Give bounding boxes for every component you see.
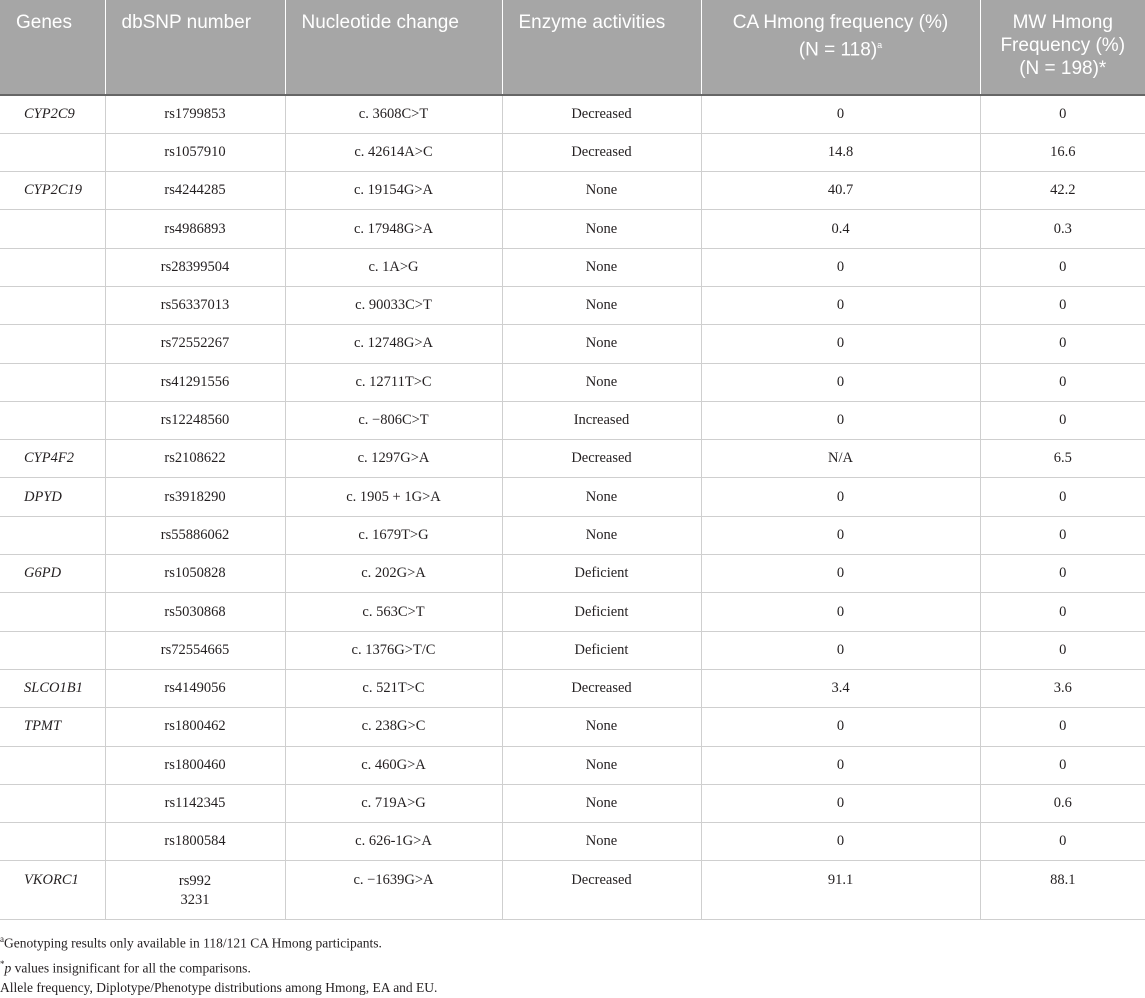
ca-frequency-cell: 0 <box>701 363 980 401</box>
enzyme-cell: Decreased <box>502 669 701 707</box>
dbsnp-cell: rs1142345 <box>105 784 285 822</box>
nucleotide-cell: c. 202G>A <box>285 555 502 593</box>
enzyme-cell: None <box>502 708 701 746</box>
table-row <box>0 401 1145 439</box>
header-mw-line1: MW Hmong <box>1012 12 1113 33</box>
mw-frequency-cell: 0 <box>980 478 1145 516</box>
table-row <box>0 555 1145 593</box>
ca-frequency-cell: 0 <box>701 784 980 822</box>
note-star-p: p <box>4 960 12 975</box>
header-ca-line1: CA Hmong frequency (%) <box>732 12 949 33</box>
table-row <box>0 784 1145 822</box>
gene-cell <box>0 363 105 401</box>
dbsnp-cell: rs3918290 <box>105 478 285 516</box>
nucleotide-cell: c. 19154G>A <box>285 172 502 210</box>
ca-frequency-cell: 0 <box>701 286 980 324</box>
dbsnp-cell: rs1800460 <box>105 746 285 784</box>
dbsnp-cell: rs1799853 <box>105 95 285 133</box>
header-genes: Genes <box>0 0 105 95</box>
note-star-text: values insignificant for all the comparisons. <box>11 960 251 975</box>
note-a-mark: a <box>0 934 4 944</box>
table-row <box>0 133 1145 171</box>
header-dbsnp: dbSNP number <box>105 0 285 95</box>
table-header <box>0 0 1145 95</box>
table-notes <box>0 929 437 998</box>
nucleotide-cell: c. −1639G>A <box>285 861 502 920</box>
enzyme-cell: Decreased <box>502 440 701 478</box>
mw-frequency-cell: 0 <box>980 823 1145 861</box>
gene-cell <box>0 286 105 324</box>
table-row <box>0 172 1145 210</box>
nucleotide-cell: c. 521T>C <box>285 669 502 707</box>
dbsnp-cell: rs4986893 <box>105 210 285 248</box>
note-caption: Allele frequency, Diplotype/Phenotype distributions among Hmong, EA and EU. <box>0 980 438 995</box>
enzyme-cell: Decreased <box>502 95 701 133</box>
dbsnp-cell: rs5030868 <box>105 593 285 631</box>
table-row <box>0 593 1145 631</box>
enzyme-cell: None <box>502 784 701 822</box>
dbsnp-cell: rs72554665 <box>105 631 285 669</box>
gene-cell <box>0 516 105 554</box>
nucleotide-cell: c. 1679T>G <box>285 516 502 554</box>
enzyme-cell: None <box>502 823 701 861</box>
enzyme-cell: None <box>502 248 701 286</box>
dbsnp-cell: rs992 3231 <box>105 861 285 920</box>
dbsnp-cell: rs1057910 <box>105 133 285 171</box>
ca-frequency-cell: N/A <box>701 440 980 478</box>
mw-frequency-cell: 0.6 <box>980 784 1145 822</box>
gene-cell <box>0 210 105 248</box>
ca-frequency-cell: 0 <box>701 631 980 669</box>
enzyme-cell: None <box>502 516 701 554</box>
enzyme-cell: None <box>502 172 701 210</box>
header-ca-footnote-mark: a <box>877 40 883 50</box>
mw-frequency-cell: 0 <box>980 363 1145 401</box>
enzyme-cell: Deficient <box>502 593 701 631</box>
table-row <box>0 440 1145 478</box>
header-ca-line2: (N = 118) <box>798 39 878 61</box>
enzyme-cell: Increased <box>502 401 701 439</box>
ca-frequency-cell: 0 <box>701 248 980 286</box>
gene-cell: CYP4F2 <box>0 440 105 478</box>
gene-cell <box>0 248 105 286</box>
enzyme-cell: None <box>502 210 701 248</box>
mw-frequency-cell: 0 <box>980 516 1145 554</box>
ca-frequency-cell: 0 <box>701 823 980 861</box>
gene-cell <box>0 823 105 861</box>
gene-cell: CYP2C19 <box>0 172 105 210</box>
dbsnp-cell: rs4244285 <box>105 172 285 210</box>
ca-frequency-cell: 0 <box>701 516 980 554</box>
nucleotide-cell: c. 42614A>C <box>285 133 502 171</box>
gene-cell: VKORC1 <box>0 861 105 920</box>
gene-cell <box>0 401 105 439</box>
nucleotide-cell: c. −806C>T <box>285 401 502 439</box>
header-enzyme-activities: Enzyme activities <box>502 0 701 95</box>
nucleotide-cell: c. 626-1G>A <box>285 823 502 861</box>
ca-frequency-cell: 3.4 <box>701 669 980 707</box>
note-a <box>0 929 437 954</box>
nucleotide-cell: c. 1376G>T/C <box>285 631 502 669</box>
gene-cell <box>0 746 105 784</box>
nucleotide-cell: c. 719A>G <box>285 784 502 822</box>
nucleotide-cell: c. 12711T>C <box>285 363 502 401</box>
mw-frequency-cell: 0 <box>980 631 1145 669</box>
nucleotide-cell: c. 3608C>T <box>285 95 502 133</box>
gene-cell: G6PD <box>0 555 105 593</box>
ca-frequency-cell: 0.4 <box>701 210 980 248</box>
ca-frequency-cell: 0 <box>701 95 980 133</box>
mw-frequency-cell: 0 <box>980 593 1145 631</box>
nucleotide-cell: c. 563C>T <box>285 593 502 631</box>
table-row <box>0 823 1145 861</box>
table-row <box>0 746 1145 784</box>
ca-frequency-cell: 40.7 <box>701 172 980 210</box>
gene-cell <box>0 784 105 822</box>
table-row <box>0 248 1145 286</box>
mw-frequency-cell: 0 <box>980 746 1145 784</box>
mw-frequency-cell: 0 <box>980 95 1145 133</box>
table-row <box>0 286 1145 324</box>
gene-cell <box>0 133 105 171</box>
nucleotide-cell: c. 1297G>A <box>285 440 502 478</box>
dbsnp-cell: rs1800584 <box>105 823 285 861</box>
ca-frequency-cell: 0 <box>701 708 980 746</box>
dbsnp-cell: rs1800462 <box>105 708 285 746</box>
nucleotide-cell: c. 1A>G <box>285 248 502 286</box>
table-row <box>0 95 1145 133</box>
header-mw-hmong-frequency <box>980 0 1145 95</box>
header-nucleotide-change: Nucleotide change <box>285 0 502 95</box>
gene-cell <box>0 631 105 669</box>
gene-cell <box>0 325 105 363</box>
header-mw-line2: Frequency (%) <box>1000 35 1126 56</box>
mw-frequency-cell: 6.5 <box>980 440 1145 478</box>
note-a-text: Genotyping results only available in 118/121 CA Hmong participants. <box>4 935 382 951</box>
ca-frequency-cell: 0 <box>701 746 980 784</box>
ca-frequency-cell: 0 <box>701 325 980 363</box>
nucleotide-cell: c. 238G>C <box>285 708 502 746</box>
nucleotide-cell: c. 17948G>A <box>285 210 502 248</box>
mw-frequency-cell: 16.6 <box>980 133 1145 171</box>
mw-frequency-cell: 0 <box>980 401 1145 439</box>
dbsnp-cell: rs12248560 <box>105 401 285 439</box>
ca-frequency-cell: 0 <box>701 555 980 593</box>
enzyme-cell: Deficient <box>502 631 701 669</box>
header-mw-line3: (N = 198)* <box>1019 58 1107 79</box>
enzyme-cell: Deficient <box>502 555 701 593</box>
enzyme-cell: None <box>502 746 701 784</box>
dbsnp-cell: rs72552267 <box>105 325 285 363</box>
dbsnp-cell: rs55886062 <box>105 516 285 554</box>
mw-frequency-cell: 42.2 <box>980 172 1145 210</box>
note-star <box>0 954 437 979</box>
nucleotide-cell: c. 12748G>A <box>285 325 502 363</box>
enzyme-cell: None <box>502 363 701 401</box>
gene-cell: DPYD <box>0 478 105 516</box>
mw-frequency-cell: 3.6 <box>980 669 1145 707</box>
ca-frequency-cell: 91.1 <box>701 861 980 920</box>
ca-frequency-cell: 0 <box>701 401 980 439</box>
mw-frequency-cell: 0 <box>980 708 1145 746</box>
dbsnp-cell: rs28399504 <box>105 248 285 286</box>
table-row <box>0 325 1145 363</box>
enzyme-cell: None <box>502 286 701 324</box>
nucleotide-cell: c. 460G>A <box>285 746 502 784</box>
table-row <box>0 631 1145 669</box>
note-star-mark: * <box>0 958 5 969</box>
table-row <box>0 708 1145 746</box>
table-body <box>0 95 1145 920</box>
gene-cell: TPMT <box>0 708 105 746</box>
enzyme-cell: None <box>502 325 701 363</box>
table-row <box>0 861 1145 920</box>
table-row <box>0 478 1145 516</box>
dbsnp-cell: rs2108622 <box>105 440 285 478</box>
gene-cell: CYP2C9 <box>0 95 105 133</box>
dbsnp-cell: rs41291556 <box>105 363 285 401</box>
dbsnp-cell: rs1050828 <box>105 555 285 593</box>
mw-frequency-cell: 0.3 <box>980 210 1145 248</box>
mw-frequency-cell: 0 <box>980 248 1145 286</box>
gene-cell <box>0 593 105 631</box>
mw-frequency-cell: 0 <box>980 325 1145 363</box>
gene-cell: SLCO1B1 <box>0 669 105 707</box>
dbsnp-cell: rs56337013 <box>105 286 285 324</box>
dbsnp-cell: rs4149056 <box>105 669 285 707</box>
mw-frequency-cell: 88.1 <box>980 861 1145 920</box>
ca-frequency-cell: 14.8 <box>701 133 980 171</box>
header-ca-hmong-frequency <box>701 0 980 95</box>
ca-frequency-cell: 0 <box>701 593 980 631</box>
table-row <box>0 669 1145 707</box>
enzyme-cell: Decreased <box>502 861 701 920</box>
nucleotide-cell: c. 1905 + 1G>A <box>285 478 502 516</box>
mw-frequency-cell: 0 <box>980 555 1145 593</box>
enzyme-cell: None <box>502 478 701 516</box>
table-row <box>0 210 1145 248</box>
mw-frequency-cell: 0 <box>980 286 1145 324</box>
table-row <box>0 363 1145 401</box>
ca-frequency-cell: 0 <box>701 478 980 516</box>
nucleotide-cell: c. 90033C>T <box>285 286 502 324</box>
table-row <box>0 516 1145 554</box>
enzyme-cell: Decreased <box>502 133 701 171</box>
